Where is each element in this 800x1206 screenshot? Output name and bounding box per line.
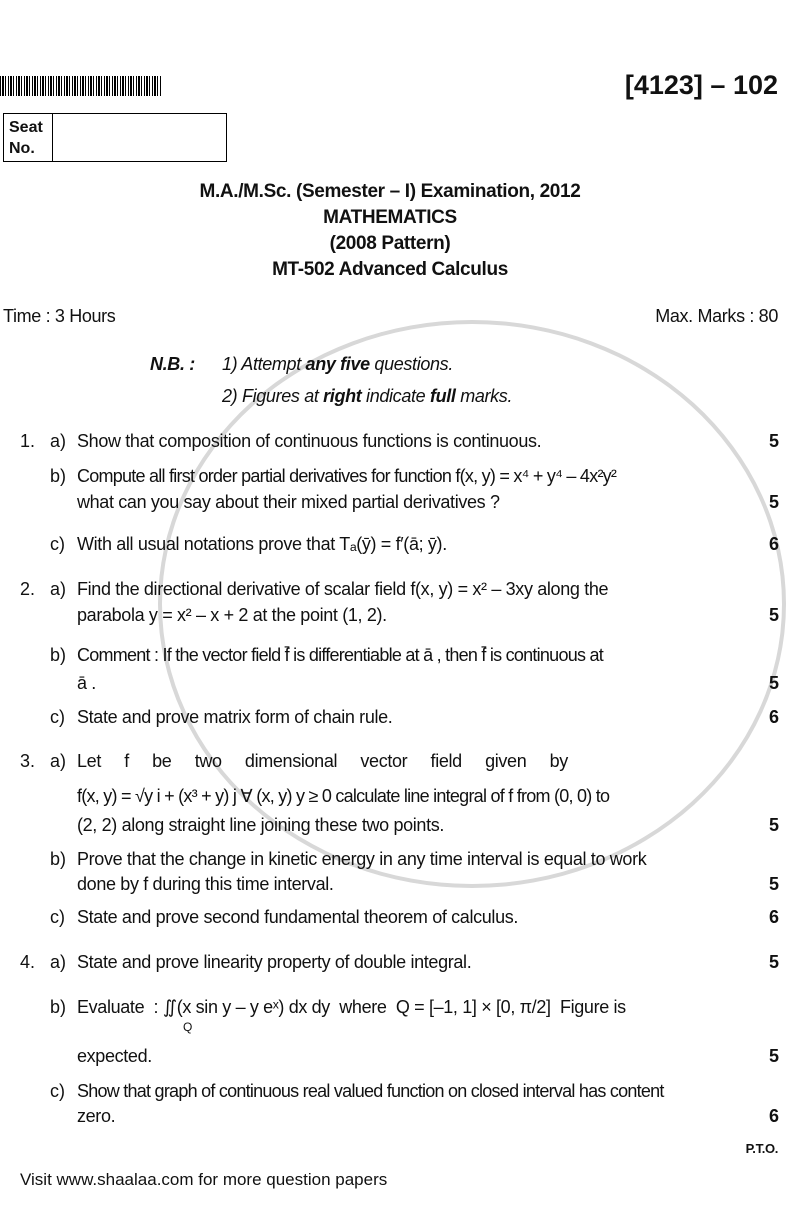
barcode [0, 76, 162, 96]
part-label: c) [50, 1081, 65, 1101]
question-text: Show that composition of continuous functions is continuous. [77, 431, 542, 451]
question-text: Compute all first order partial derivatives for function f(x, y) = x⁴ + y⁴ – 4x²y² [77, 466, 617, 486]
question-number: 2. [20, 579, 36, 599]
part-label: b) [50, 645, 67, 665]
nb-instruction-1: 1) Attempt any five questions. [222, 354, 453, 374]
marks: 5 [768, 492, 779, 512]
marks: 5 [768, 952, 779, 972]
question-text: Comment : If the vector field f̄ is differentiable at ā , then f̄ is continuous at [77, 645, 603, 665]
part-label: c) [50, 907, 65, 927]
marks: 5 [768, 874, 779, 894]
question-text: Find the directional derivative of scalar field f(x, y) = x² – 3xy along the [77, 579, 609, 599]
integral-region-subscript: Q [183, 1020, 192, 1034]
question-text: State and prove matrix form of chain rule. [77, 707, 393, 727]
marks: 5 [768, 815, 779, 835]
exam-title: M.A./M.Sc. (Semester – I) Examination, 2012 [199, 181, 581, 202]
part-label: a) [50, 751, 67, 771]
question-text: Prove that the change in kinetic energy in any time interval is equal to work [77, 849, 647, 869]
question-number: 1. [20, 431, 36, 451]
question-text: zero. [77, 1106, 116, 1126]
question-text: parabola y = x² – x + 2 at the point (1, 2). [77, 605, 387, 625]
part-label: a) [50, 952, 67, 972]
paper-code: [4123] – 102 [624, 70, 778, 100]
question-text: (2, 2) along straight line joining these two points. [77, 815, 445, 835]
question-number: 3. [20, 751, 36, 771]
question-text: what can you say about their mixed partial derivatives ? [77, 492, 500, 512]
course-title: MT-502 Advanced Calculus [272, 259, 508, 280]
part-label: a) [50, 431, 67, 451]
question-text: State and prove linearity property of double integral. [77, 952, 472, 972]
marks: 6 [768, 1106, 779, 1126]
part-label: a) [50, 579, 67, 599]
question-number: 4. [20, 952, 36, 972]
question-text: done by f during this time interval. [77, 874, 334, 894]
time-label: Time : 3 Hours [3, 306, 116, 326]
part-label: c) [50, 534, 65, 554]
seat-label: Seat No. [9, 119, 43, 157]
part-label: b) [50, 466, 67, 486]
marks: 5 [768, 673, 779, 693]
seat-divider [52, 114, 53, 161]
question-text: Show that graph of continuous real valued function on closed interval has content [77, 1081, 664, 1101]
part-label: b) [50, 849, 67, 869]
question-text: f(x, y) = √y i + (x³ + y) j ∀ (x, y) y ≥ 0 calculate line integral of f from (0, 0) to [77, 786, 610, 806]
pattern-title: (2008 Pattern) [329, 233, 451, 254]
pto-label: P.T.O. [745, 1141, 778, 1156]
question-text: Evaluate : ∬(x sin y – y eˣ) dx dy where Q = [–1, 1] × [0, π/2] Figure is [77, 997, 626, 1017]
max-marks-label: Max. Marks : 80 [655, 306, 778, 326]
question-text: Let f be two dimensional vector field given by [77, 751, 568, 771]
marks: 5 [768, 431, 779, 451]
question-text: With all usual notations prove that Tₐ(ȳ) = f′(ā; ȳ). [77, 534, 447, 554]
nb-instruction-2: 2) Figures at right indicate full marks. [222, 386, 513, 406]
marks: 5 [768, 605, 779, 625]
subject-title: MATHEMATICS [323, 207, 457, 228]
marks: 6 [768, 707, 779, 727]
marks: 6 [768, 534, 779, 554]
part-label: b) [50, 997, 67, 1017]
question-text: expected. [77, 1046, 152, 1066]
question-text: ā . [77, 673, 96, 693]
marks: 5 [768, 1046, 779, 1066]
footer-text: Visit www.shaalaa.com for more question papers [20, 1170, 388, 1189]
question-text: State and prove second fundamental theorem of calculus. [77, 907, 519, 927]
seat-number-box [3, 113, 227, 162]
part-label: c) [50, 707, 65, 727]
nb-label: N.B. : [150, 354, 195, 374]
marks: 6 [768, 907, 779, 927]
